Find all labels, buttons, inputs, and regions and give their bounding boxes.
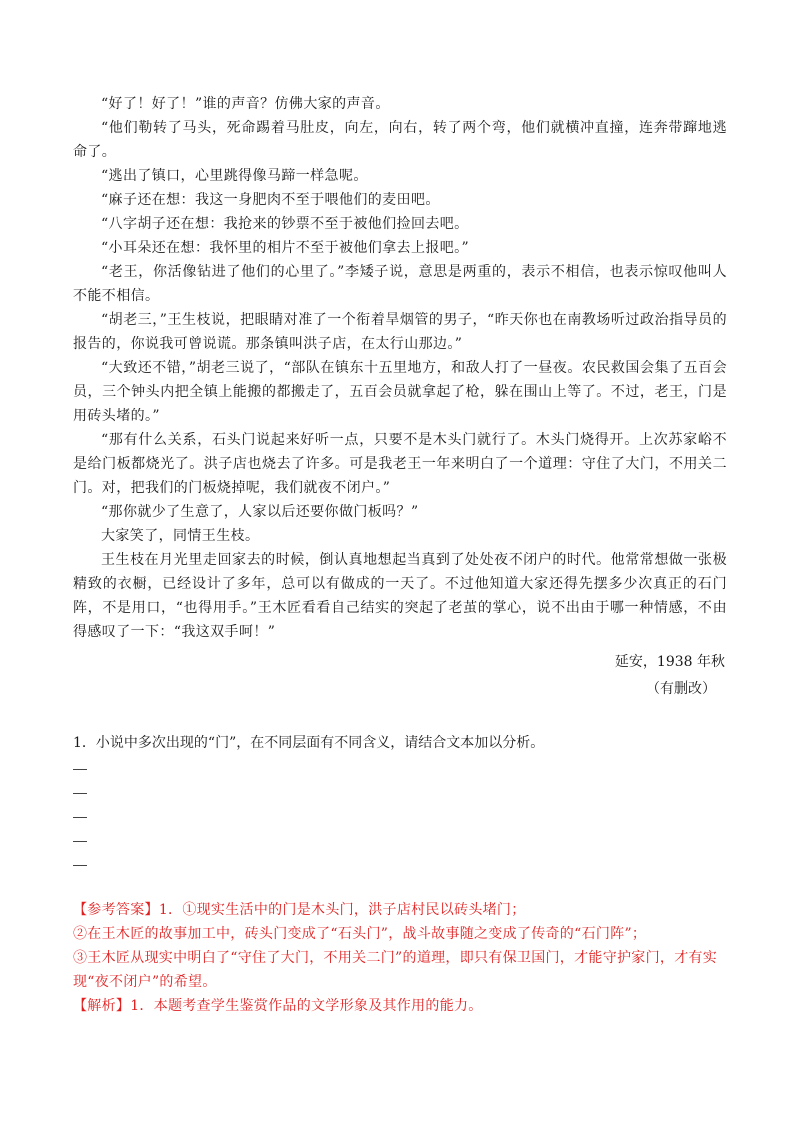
story-text xyxy=(73,92,727,644)
analysis-line xyxy=(73,994,733,1018)
answer-blank-line[interactable] xyxy=(73,804,87,818)
story-paragraph: “好了！好了！”谁的声音？仿佛大家的声音。 xyxy=(101,96,390,112)
story-paragraph: “八字胡子还在想：我抢来的钞票不至于被他们捡回去吧。 xyxy=(101,216,469,232)
reference-answer xyxy=(73,898,733,1018)
answer-tag: 【参考答案】 xyxy=(73,902,159,918)
story-paragraph: 王生枝在月光里走回家去的时候，倒认真地想起当真到了处处夜不闭户的时代。他常常想做一张极精致的衣橱，已经设计了多年，总可以有做成的一天了。不过他知道大家还得先摆多少次真正的石门阵，不是用口，“也得用手。”王木匠看看自己结实的突起了老茧的掌心，说不出由于哪一种情感，不由得感叹了一下：“我这双手呵！” xyxy=(73,552,727,640)
answer-line-3: ③王木匠从现实中明白了“守住了大门，不用关二门”的道理，即只有保卫国门，才能守护家门，才有实现“夜不闭户”的希望。 xyxy=(73,950,718,990)
signature-place-date: 延安，1938 年秋 xyxy=(614,654,725,670)
story-paragraph: “胡老三，”王生枝说，把眼睛对准了一个衔着旱烟管的男子，“昨天你也在南教场听过政治指导员的报告的，你说我可曾说谎。那条镇叫洪子店，在太行山那边。” xyxy=(73,312,727,352)
story-paragraph: “小耳朵还在想：我怀里的相片不至于被他们拿去上报吧。” xyxy=(101,240,470,256)
story-paragraph: “逃出了镇口，心里跳得像马蹄一样急呢。 xyxy=(101,168,368,184)
story-paragraph: “老王，你活像钻进了他们的心里了。”李矮子说，意思是两重的，表示不相信，也表示惊叹他叫人不能不相信。 xyxy=(73,264,727,304)
signature-note: （有删改） xyxy=(646,681,716,697)
answer-text-1: 1．①现实生活中的门是木头门，洪子店村民以砖头堵门； xyxy=(158,902,526,918)
answer-blank-line[interactable] xyxy=(73,756,87,770)
story-paragraph: “麻子还在想：我这一身肥肉不至于喂他们的麦田吧。 xyxy=(101,192,440,208)
answer-blank-line[interactable] xyxy=(73,780,87,794)
story-paragraph: “那有什么关系，石头门说起来好听一点，只要不是木头门就行了。木头门烧得开。上次苏家峪不是给门板都烧光了。洪子店也烧去了许多。可是我老王一年来明白了一个道理：守住了大门，不用关二门。对，把我们的门板烧掉呢，我们就夜不闭户。” xyxy=(73,432,727,496)
story-paragraph: 大家笑了，同情王生枝。 xyxy=(101,528,260,544)
question-text: 1．小说中多次出现的“门”，在不同层面有不同含义，请结合文本加以分析。 xyxy=(73,735,545,751)
analysis-text: 1．本题考查学生鉴赏作品的文学形象及其作用的能力。 xyxy=(130,998,483,1014)
answer-blank-line[interactable] xyxy=(73,852,87,866)
story-paragraph: “大致还不错，”胡老三说了，“部队在镇东十五里地方，和敌人打了一昼夜。农民救国会集了五百会员，三个钟头内把全镇上能搬的都搬走了，五百会员就拿起了枪，躲在围山上等了。不过，老王，门是用砖头堵的。” xyxy=(73,360,727,424)
answer-line-1 xyxy=(73,898,733,922)
answer-line-2: ②在王木匠的故事加工中，砖头门变成了“石头门”，战斗故事随之变成了传奇的“石门阵”； xyxy=(73,926,647,942)
story-paragraph: “他们勒转了马头，死命踢着马肚皮，向左，向右，转了两个弯，他们就横冲直撞，连奔带蹿地逃命了。 xyxy=(73,120,727,160)
answer-blanks xyxy=(73,756,87,876)
story-paragraph: “那你就少了生意了，人家以后还要你做门板吗？” xyxy=(101,504,419,520)
answer-blank-line[interactable] xyxy=(73,828,87,842)
analysis-tag: 【解析】 xyxy=(73,998,131,1014)
